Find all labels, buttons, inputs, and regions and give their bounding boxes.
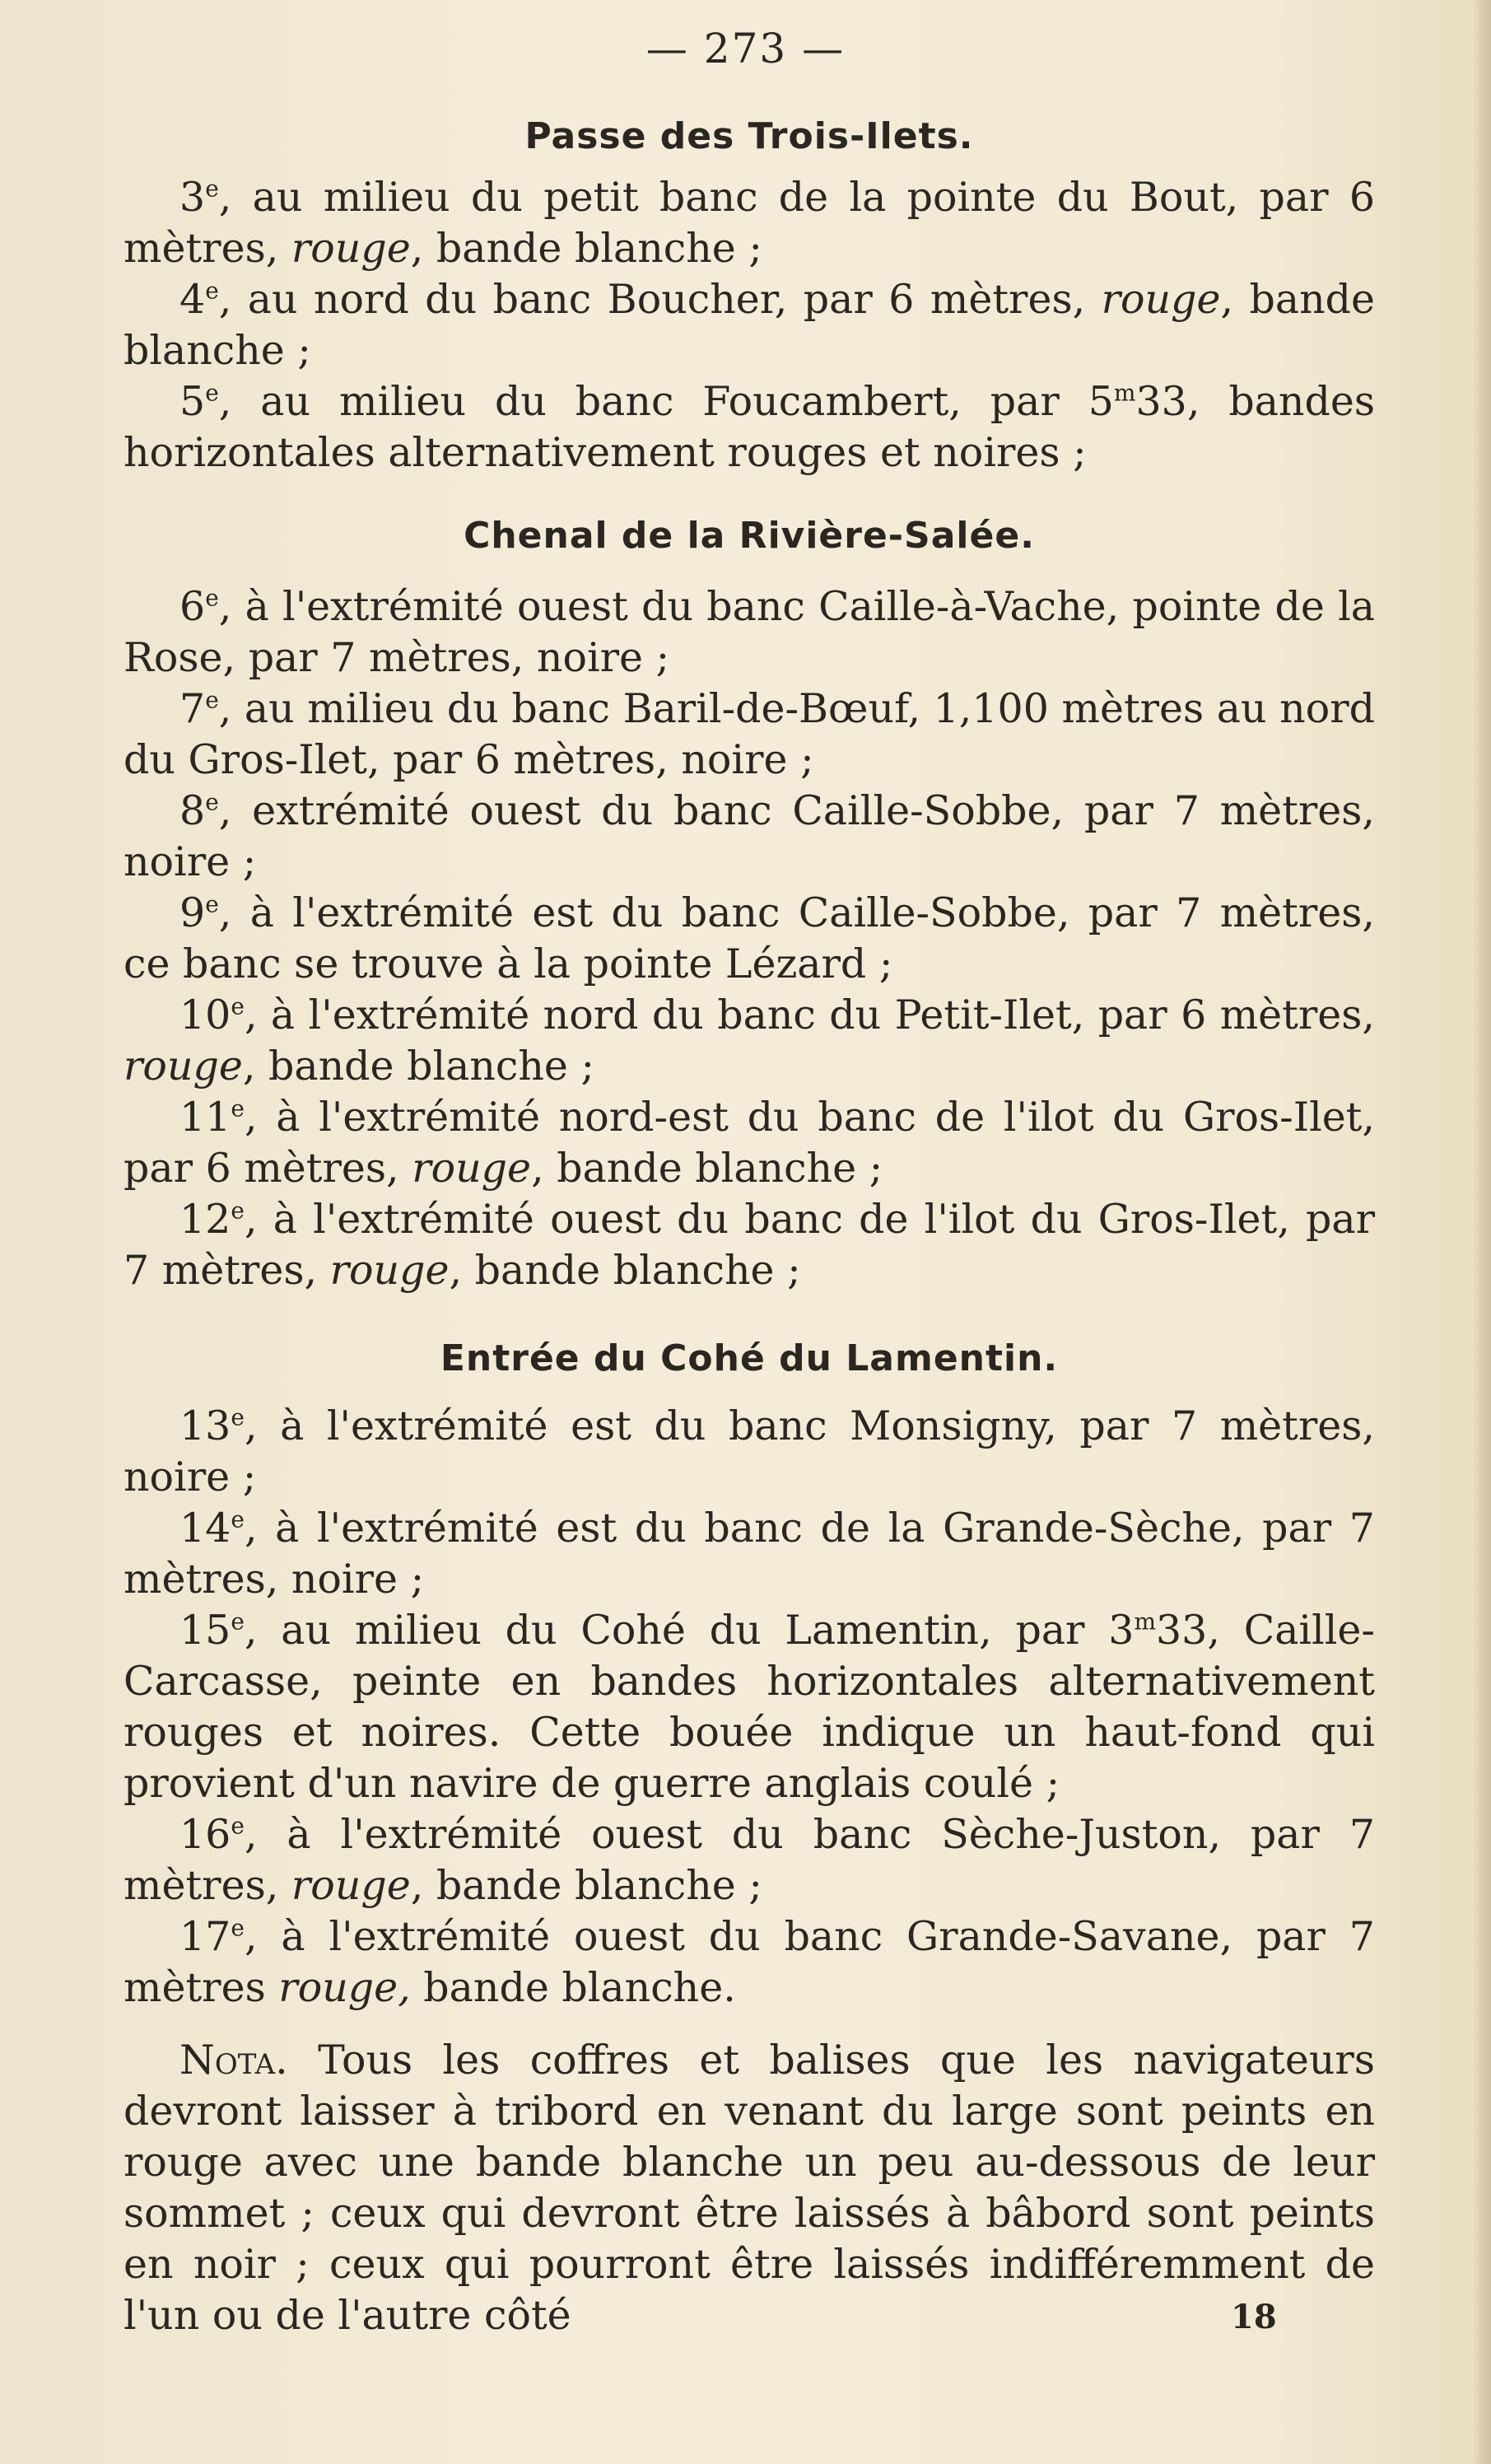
nota-paragraph — [123, 2035, 1375, 2341]
paragraph-item-15: 15e, au milieu du Cohé du Lamentin, par 3$^m$33, Caille-Carcasse, peinte en bandes horizontales alternativement rouges et noires. Cette bouée indique un haut-fond qui provient d'un navire de guerre anglais coulé ; — [123, 1607, 1375, 1807]
page-body — [123, 97, 1375, 2341]
paragraph-item-16: 16e, à l'extrémité ouest du banc Sèche-Juston, par 7 mètres, rouge, bande blanche ; — [123, 1811, 1375, 1909]
paragraph-item-6: 6e, à l'extrémité ouest du banc Caille-à-Vache, pointe de la Rose, par 7 mètres, noire ; — [123, 583, 1375, 681]
paragraph-item-14: 14e, à l'extrémité est du banc de la Grande-Sèche, par 7 mètres, noire ; — [123, 1505, 1375, 1603]
nota-label: Nota — [179, 2037, 276, 2084]
paragraph-item-7: 7e, au milieu du banc Baril-de-Bœuf, 1,100 mètres au nord du Gros-Ilet, par 6 mètres, noire ; — [123, 685, 1375, 783]
paragraph-item-5: 5e, au milieu du banc Foucambert, par 5$^m$33, bandes horizontales alternativement rouges et noires ; — [123, 378, 1375, 476]
paragraph-item-3: 3e, au milieu du petit banc de la pointe du Bout, par 6 mètres, rouge, bande blanche ; — [123, 174, 1375, 272]
nota-text: . Tous les coffres et balises que les navigateurs devront laisser à tribord en venant du large sont peints en rouge avec une bande blanche un peu au-dessous de leur sommet ; ceux qui devront être laissés à bâbord sont peints en noir ; ceux qui pourront être laissés indifféremment de l'un ou de l'autre côté — [123, 2037, 1375, 2339]
paragraph-item-4: 4e, au nord du banc Boucher, par 6 mètres, rouge, bande blanche ; — [123, 276, 1375, 374]
paragraph-item-12: 12e, à l'extrémité ouest du banc de l'ilot du Gros-Ilet, par 7 mètres, rouge, bande blanche ; — [123, 1196, 1375, 1294]
paragraph-item-17: 17e, à l'extrémité ouest du banc Grande-Savane, par 7 mètres rouge, bande blanche. — [123, 1913, 1375, 2011]
page-number: — 273 — — [645, 25, 846, 72]
paragraph-item-9: 9e, à l'extrémité est du banc Caille-Sobbe, par 7 mètres, ce banc se trouve à la pointe Lézard ; — [123, 889, 1375, 987]
paragraph-item-10: 10e, à l'extrémité nord du banc du Petit-Ilet, par 6 mètres, rouge, bande blanche ; — [123, 992, 1375, 1090]
section-heading-chenal: Chenal de la Rivière-Salée. — [464, 515, 1035, 557]
signature-mark: 18 — [1231, 2298, 1277, 2336]
paragraph-item-11: 11e, à l'extrémité nord-est du banc de l'ilot du Gros-Ilet, par 6 mètres, rouge, bande blanche ; — [123, 1094, 1375, 1192]
section-heading-passe: Passe des Trois-Ilets. — [524, 115, 974, 157]
paragraph-item-8: 8e, extrémité ouest du banc Caille-Sobbe, par 7 mètres, noire ; — [123, 787, 1375, 885]
paragraph-item-13: 13e, à l'extrémité est du banc Monsigny, par 7 mètres, noire ; — [123, 1402, 1375, 1500]
section-heading-entree: Entrée du Cohé du Lamentin. — [440, 1337, 1059, 1379]
page-edge-shadow — [1473, 0, 1491, 2464]
